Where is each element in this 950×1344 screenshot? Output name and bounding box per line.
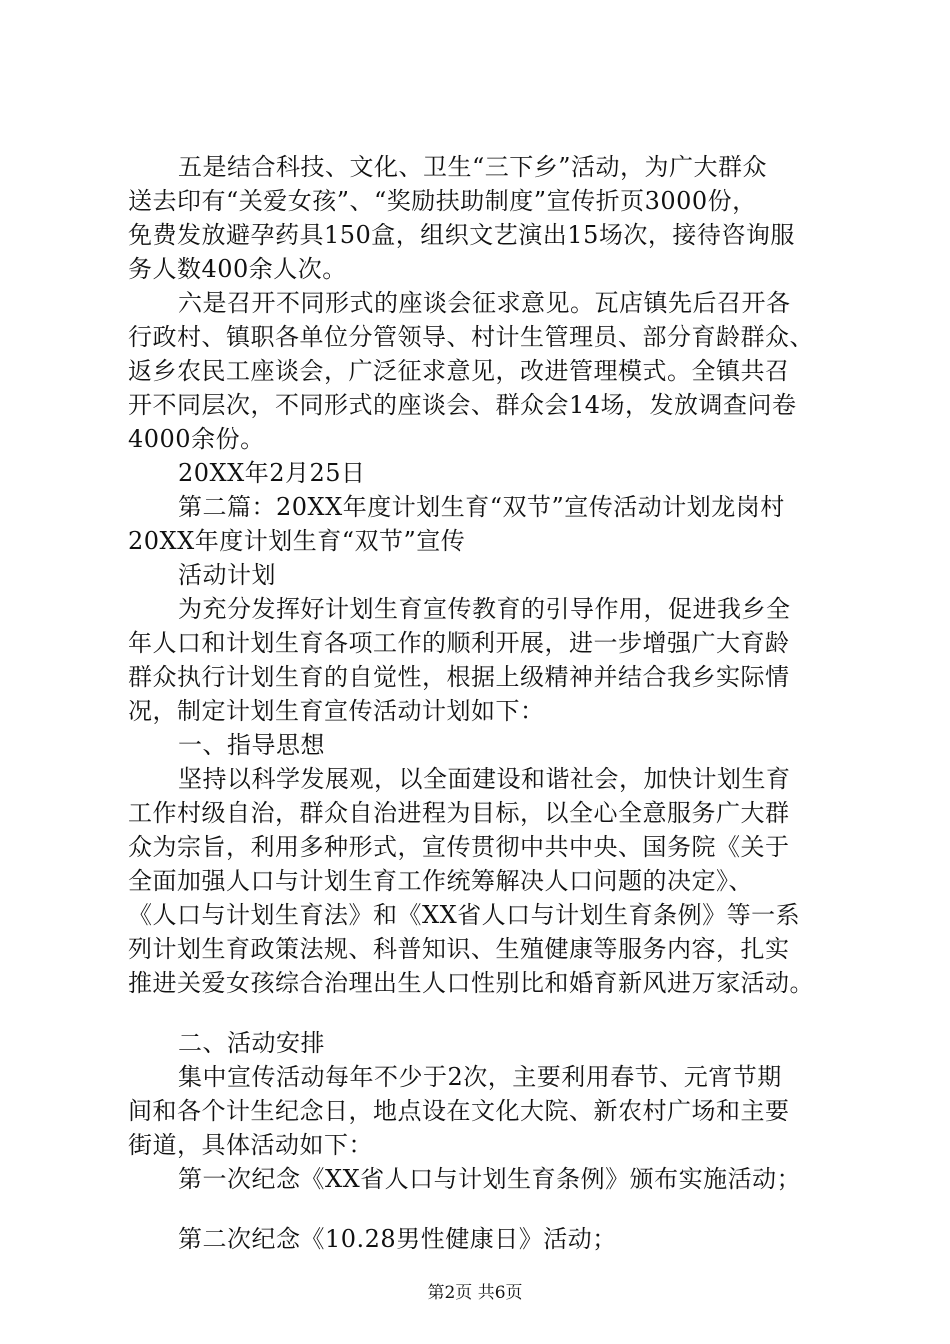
text-line: 第二次纪念《10.28男性健康日》活动； (178, 1225, 617, 1253)
text-line: 送去印有“关爱女孩”、“奖励扶助制度”宣传折页3000份， (128, 187, 757, 215)
text-line: 年人口和计划生育各项工作的顺利开展，进一步增强广大育龄 (128, 629, 790, 657)
paragraph-five (128, 150, 850, 286)
text-line: 间和各个计生纪念日，地点设在文化大院、新农村广场和主要 (128, 1097, 790, 1125)
activity-plan-heading (128, 558, 850, 592)
heading-guiding-ideology (128, 728, 850, 762)
date-line (128, 456, 850, 490)
text-line: 20XX年2月25日 (178, 459, 366, 487)
text-line: 活动计划 (178, 561, 276, 589)
text-line: 二、活动安排 (178, 1029, 325, 1057)
text-line: 群众执行计划生育的自觉性，根据上级精神并结合我乡实际情 (128, 663, 790, 691)
text-line: 20XX年度计划生育“双节”宣传 (128, 527, 466, 555)
text-line: 众为宗旨，利用多种形式，宣传贯彻中共中央、国务院《关于 (128, 833, 790, 861)
activity-second (128, 1222, 850, 1256)
text-line: 行政村、镇职各单位分管领导、村计生管理员、部分育龄群众、 (128, 323, 814, 351)
paragraph-six (128, 286, 850, 456)
text-line: 务人数400余人次。 (128, 255, 347, 283)
text-line: 第一次纪念《XX省人口与计划生育条例》颁布实施活动； (178, 1165, 802, 1193)
text-line: 工作村级自治，群众自治进程为目标，以全心全意服务广大群 (128, 799, 790, 827)
text-line: 4000余份。 (128, 425, 265, 453)
text-line: 《人口与计划生育法》和《XX省人口与计划生育条例》等一系 (128, 901, 801, 929)
text-line: 免费发放避孕药具150盒，组织文艺演出15场次，接待咨询服 (128, 221, 795, 249)
text-line: 况，制定计划生育宣传活动计划如下： (128, 697, 545, 725)
activity-first (128, 1162, 850, 1196)
text-line: 坚持以科学发展观，以全面建设和谐社会，加快计划生育 (178, 765, 791, 793)
text-line: 一、指导思想 (178, 731, 325, 759)
text-line: 推进关爱女孩综合治理出生人口性别比和婚育新风进万家活动。 (128, 969, 814, 997)
text-line: 第二篇：20XX年度计划生育“双节”宣传活动计划龙岗村 (178, 493, 785, 521)
text-line: 全面加强人口与计划生育工作统筹解决人口问题的决定》、 (128, 867, 753, 895)
paragraph-guiding (128, 762, 850, 1000)
part-two-title (128, 490, 850, 558)
text-line: 集中宣传活动每年不少于2次，主要利用春节、元宵节期 (178, 1063, 782, 1091)
document-body (128, 150, 850, 1256)
text-line: 街道，具体活动如下： (128, 1131, 373, 1159)
text-line: 为充分发挥好计划生育宣传教育的引导作用，促进我乡全 (178, 595, 791, 623)
text-line: 五是结合科技、文化、卫生“三下乡”活动，为广大群众 (178, 153, 768, 181)
text-line: 列计划生育政策法规、科普知识、生殖健康等服务内容，扎实 (128, 935, 790, 963)
text-line: 返乡农民工座谈会，广泛征求意见，改进管理模式。全镇共召 (128, 357, 790, 385)
heading-activity-arrangement (128, 1026, 850, 1060)
paragraph-intro (128, 592, 850, 728)
page-footer: 第2页 共6页 (427, 1283, 523, 1303)
paragraph-arrangement (128, 1060, 850, 1162)
text-line: 六是召开不同形式的座谈会征求意见。瓦店镇先后召开各 (178, 289, 791, 317)
text-line: 开不同层次，不同形式的座谈会、群众会14场，发放调查问卷 (128, 391, 797, 419)
